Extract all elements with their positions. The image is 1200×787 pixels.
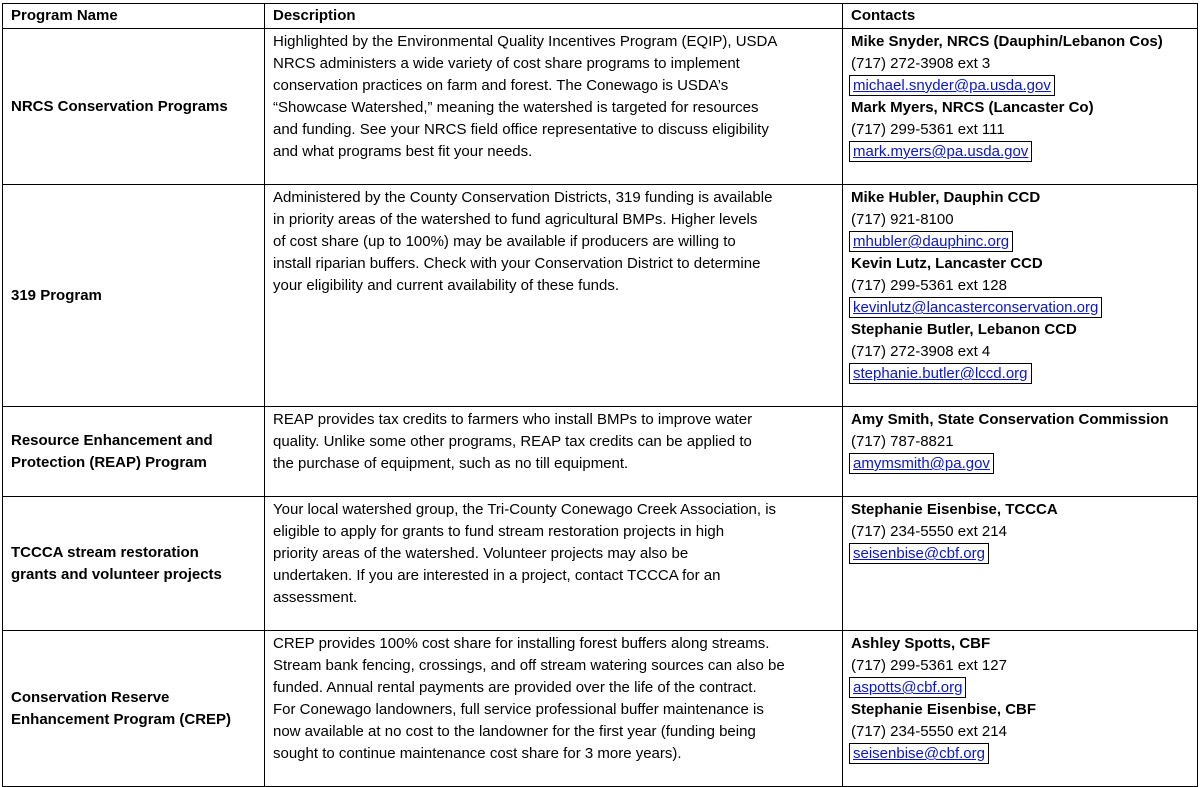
header-program-name: Program Name — [3, 4, 265, 29]
contact-email-link[interactable]: seisenbise@cbf.org — [849, 543, 989, 564]
program-name-line: Resource Enhancement and — [11, 431, 213, 449]
contact-phone: (717) 299-5361 ext 127 — [851, 657, 1007, 674]
contact-name: Mike Hubler, Dauphin CCD — [851, 189, 1041, 206]
description-line: of cost share (up to 100%) may be available if producers are willing to — [273, 233, 736, 250]
program-name-line: NRCS Conservation Programs — [11, 97, 228, 115]
contact-email-link[interactable]: kevinlutz@lancasterconservation.org — [849, 297, 1102, 318]
description-line: Administered by the County Conservation Districts, 319 funding is available — [273, 189, 773, 206]
program-name-cell — [3, 407, 265, 497]
description-cell — [265, 497, 843, 631]
contact-email-link[interactable]: aspotts@cbf.org — [849, 677, 966, 698]
contact-phone: (717) 921-8100 — [851, 211, 954, 228]
table-row — [3, 497, 1198, 631]
contact-phone: (717) 299-5361 ext 128 — [851, 277, 1007, 294]
contacts-cell — [843, 185, 1198, 407]
table-row — [3, 407, 1198, 497]
contact-email-line — [851, 543, 1189, 565]
contact-phone: (717) 272-3908 ext 4 — [851, 343, 991, 360]
description-cell — [265, 29, 843, 185]
description-cell — [265, 185, 843, 407]
description-line: For Conewago landowners, full service professional buffer maintenance is — [273, 701, 764, 718]
contacts-cell — [843, 497, 1198, 631]
contact-name: Stephanie Eisenbise, CBF — [851, 701, 1037, 718]
contact-email-line — [851, 363, 1189, 385]
program-name-line: 319 Program — [11, 286, 102, 304]
description-line: sought to continue maintenance cost share for 3 more years). — [273, 745, 682, 762]
description-line: and what programs best fit your needs. — [273, 143, 533, 160]
description-line: quality. Unlike some other programs, REAP tax credits can be applied to — [273, 433, 752, 450]
description-line: conservation practices on farm and forest. The Conewago is USDA’s — [273, 77, 729, 94]
contact-phone: (717) 272-3908 ext 3 — [851, 55, 991, 72]
program-name-line: Protection (REAP) Program — [11, 453, 207, 471]
program-name-line: Enhancement Program (CREP) — [11, 710, 232, 728]
program-name-line: Conservation Reserve — [11, 688, 170, 706]
table-body — [3, 29, 1198, 787]
contact-name: Stephanie Eisenbise, TCCCA — [851, 501, 1058, 518]
contact-name: Mark Myers, NRCS (Lancaster Co) — [851, 99, 1094, 116]
description-cell — [265, 407, 843, 497]
description-line: undertaken. If you are interested in a project, contact TCCCA for an — [273, 567, 721, 584]
contact-phone: (717) 299-5361 ext 111 — [851, 121, 1005, 138]
description-line: Highlighted by the Environmental Quality Incentives Program (EQIP), USDA — [273, 33, 778, 50]
table-row — [3, 631, 1198, 787]
contact-email-link[interactable]: amymsmith@pa.gov — [849, 453, 994, 474]
program-name-line: grants and volunteer projects — [11, 565, 222, 583]
contact-email-line — [851, 231, 1189, 253]
contacts-cell — [843, 631, 1198, 787]
contact-email-line — [851, 743, 1189, 765]
description-line: NRCS administers a wide variety of cost share programs to implement — [273, 55, 740, 72]
contact-name: Mike Snyder, NRCS (Dauphin/Lebanon Cos) — [851, 33, 1163, 50]
contact-phone: (717) 787-8821 — [851, 433, 954, 450]
description-line: and funding. See your NRCS field office representative to discuss eligibility — [273, 121, 769, 138]
contact-email-link[interactable]: seisenbise@cbf.org — [849, 743, 989, 764]
header-description: Description — [265, 4, 843, 29]
description-line: CREP provides 100% cost share for installing forest buffers along streams. — [273, 635, 770, 652]
description-line: assessment. — [273, 589, 358, 606]
description-line: the purchase of equipment, such as no till equipment. — [273, 455, 629, 472]
contact-email-link[interactable]: michael.snyder@pa.usda.gov — [849, 75, 1055, 96]
description-cell — [265, 631, 843, 787]
contact-phone: (717) 234-5550 ext 214 — [851, 723, 1007, 740]
contact-email-line — [851, 75, 1189, 97]
description-line: priority areas of the watershed. Volunteer projects may also be — [273, 545, 689, 562]
contact-name: Stephanie Butler, Lebanon CCD — [851, 321, 1077, 338]
description-line: funded. Annual rental payments are provided over the life of the contract. — [273, 679, 757, 696]
contacts-cell — [843, 29, 1198, 185]
contact-email-link[interactable]: mark.myers@pa.usda.gov — [849, 141, 1032, 162]
program-name-cell — [3, 631, 265, 787]
description-line: now available at no cost to the landowner for the first year (funding being — [273, 723, 756, 740]
table-row — [3, 29, 1198, 185]
contact-email-line — [851, 297, 1189, 319]
description-line: install riparian buffers. Check with your Conservation District to determine — [273, 255, 761, 272]
contact-email-link[interactable]: stephanie.butler@lccd.org — [849, 363, 1032, 384]
description-line: in priority areas of the watershed to fund agricultural BMPs. Higher levels — [273, 211, 758, 228]
description-line: your eligibility and current availability of these funds. — [273, 277, 620, 294]
contact-email-link[interactable]: mhubler@dauphinc.org — [849, 231, 1013, 252]
description-line: eligible to apply for grants to fund stream restoration projects in high — [273, 523, 725, 540]
contact-email-line — [851, 141, 1189, 163]
table-row — [3, 185, 1198, 407]
contact-phone: (717) 234-5550 ext 214 — [851, 523, 1007, 540]
header-row — [3, 4, 1198, 29]
contact-email-line — [851, 453, 1189, 475]
description-line: “Showcase Watershed,” meaning the watershed is targeted for resources — [273, 99, 759, 116]
program-name-cell — [3, 185, 265, 407]
program-name-line: TCCCA stream restoration — [11, 543, 199, 561]
contact-name: Amy Smith, State Conservation Commission — [851, 411, 1169, 428]
contact-email-line — [851, 677, 1189, 699]
programs-table — [2, 3, 1198, 787]
contact-name: Ashley Spotts, CBF — [851, 635, 991, 652]
header-contacts: Contacts — [843, 4, 1198, 29]
description-line: REAP provides tax credits to farmers who install BMPs to improve water — [273, 411, 753, 428]
contacts-cell — [843, 407, 1198, 497]
description-line: Your local watershed group, the Tri-County Conewago Creek Association, is — [273, 501, 777, 518]
contact-name: Kevin Lutz, Lancaster CCD — [851, 255, 1043, 272]
program-name-cell — [3, 29, 265, 185]
description-line: Stream bank fencing, crossings, and off stream watering sources can also be — [273, 657, 785, 674]
program-name-cell — [3, 497, 265, 631]
